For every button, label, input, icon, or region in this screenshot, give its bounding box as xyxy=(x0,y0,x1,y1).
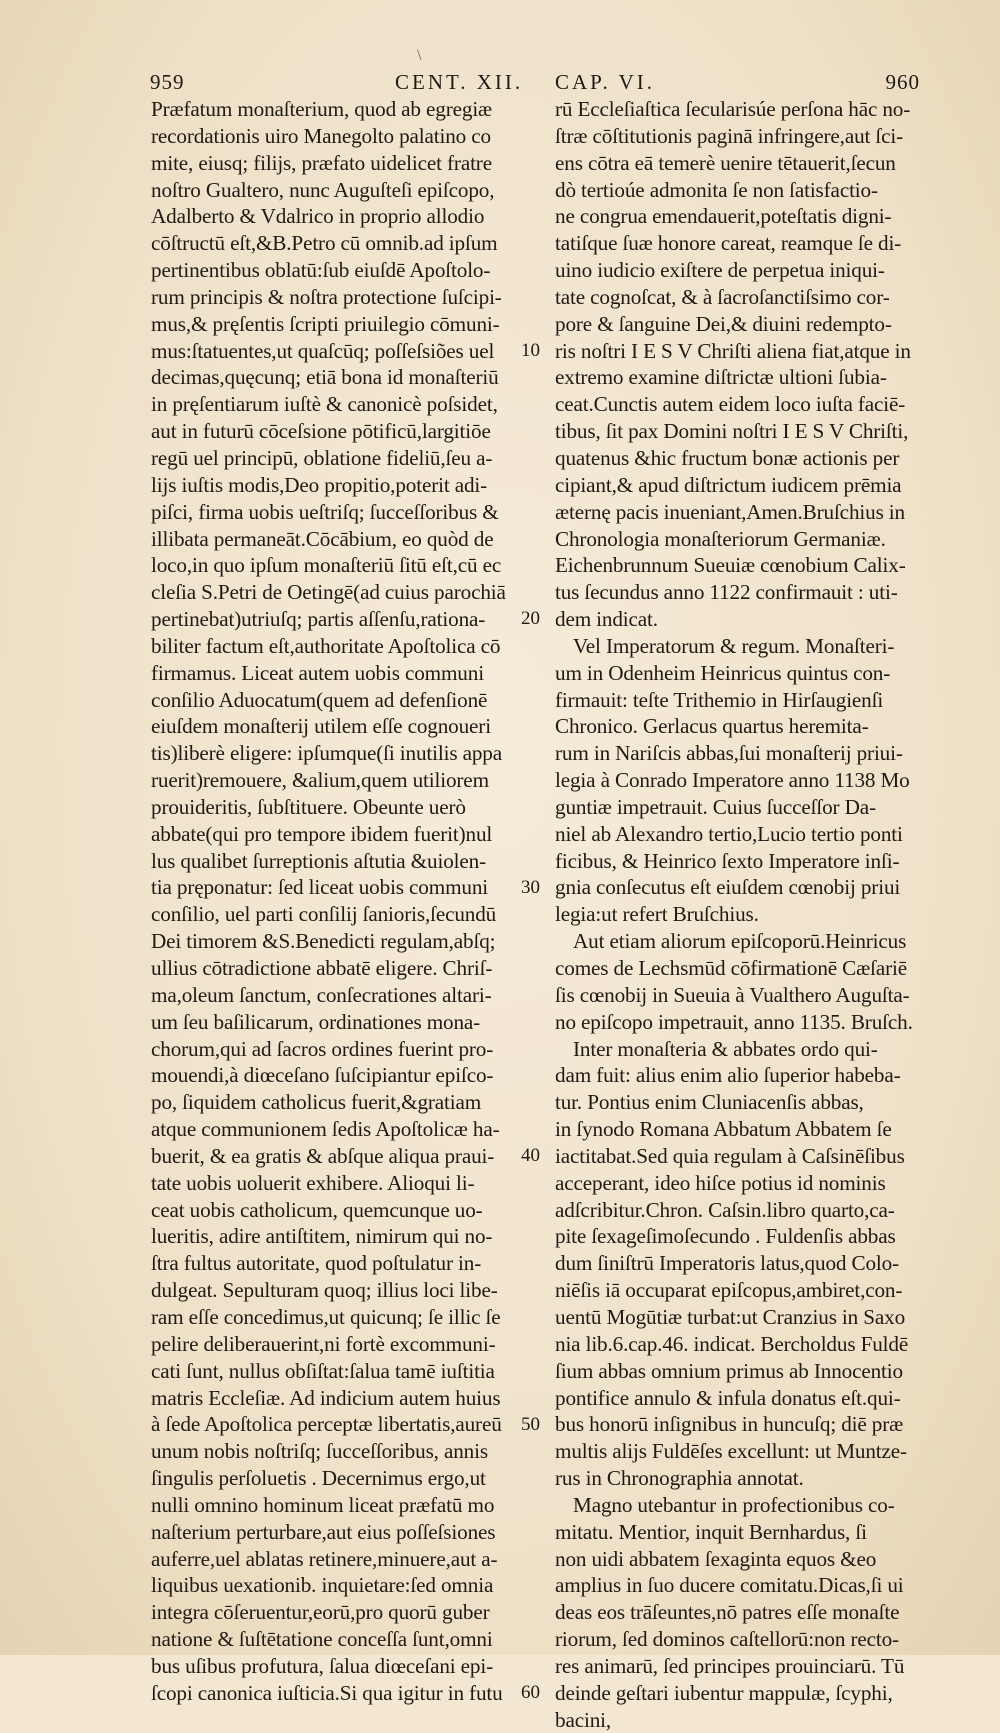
text-line: ceat uobis catholicum, quemcunque uo- xyxy=(151,1197,483,1222)
text-line: mouendi,à diœceſano ſuſcipiantur epiſco- xyxy=(151,1063,494,1088)
text-line: tatiſque ſuæ honore careat, reamque ſe di- xyxy=(555,231,902,256)
text-line: non uidi abbatem ſexaginta equos &eo xyxy=(555,1546,877,1571)
text-line: dum ſiniſtrū Imperatoris latus,quod Colo- xyxy=(555,1251,899,1276)
text-line: buerit, & ea gratis & abſque aliqua praui- xyxy=(151,1143,495,1168)
right-text-column xyxy=(555,96,917,1733)
text-line: unum nobis noſtriſq; ſucceſſoribus, annis xyxy=(151,1439,488,1464)
text-line: Præfatum monaſterium, quod ab egregiæ xyxy=(151,97,493,121)
text-line: acceperant, ideo hiſce potius id nominis xyxy=(555,1170,886,1195)
text-line: ma,oleum ſanctum, conſecrationes altari- xyxy=(151,982,492,1007)
text-line: mus,& pręſentis ſcripti priuilegio cōmuni- xyxy=(151,311,500,336)
text-line: cōſtructū eſt,&B.Petro cū omnib.ad ipſum xyxy=(151,231,498,256)
text-line: ruerit)remouere, &alium,quem utiliorem xyxy=(151,768,489,793)
text-line: iactitabat.Sed quia regulam à Caſsinēſibus xyxy=(555,1143,905,1168)
text-line: no epiſcopo impetrauit, anno 1135. Bruſch. xyxy=(555,1009,913,1034)
text-line: ceat.Cunctis autem eidem loco iuſta faciē- xyxy=(555,392,906,417)
text-line: rum in Nariſcis abbas,ſui monaſterij priui- xyxy=(555,741,903,766)
text-line: ullius cōtradictione abbatē eligere. Chriſ- xyxy=(151,956,493,980)
page-number-left: 959 xyxy=(150,70,185,94)
text-line: Chronologia monaſteriorum Germaniæ. xyxy=(555,526,886,551)
text-line: dam fuit: alius enim alio ſuperior habeba- xyxy=(555,1063,901,1088)
text-line: piſci, firma uobis ueſtriſq; ſucceſſoribus & xyxy=(151,499,499,524)
text-line: gnia conſecutus eſt eiuſdem cœnobij priui xyxy=(555,875,901,900)
text-line: ram eſſe concedimus,ut quicunq; ſe illic ſe xyxy=(151,1304,501,1329)
text-line: firmauit: teſte Trithemio in Hirſaugienſi xyxy=(555,687,884,712)
text-line: um in Odenheim Heinricus quintus con- xyxy=(555,660,891,685)
margin-line-number: 20 xyxy=(521,608,540,630)
century-heading: CENT. XII. xyxy=(395,70,524,94)
text-line: biliter factum eſt,authoritate Apoſtolica cō xyxy=(151,633,501,658)
page-number-right: 960 xyxy=(885,70,920,94)
text-line: Vel Imperatorum & regum. Monaſteri- xyxy=(573,633,895,658)
text-line: dem indicat. xyxy=(555,607,658,632)
text-line: rus in Chronographia annotat. xyxy=(555,1466,804,1491)
text-line: dulgeat. Sepulturam quoq; illius loci libe- xyxy=(151,1278,498,1303)
text-line: amplius in ſuo ducere comitatu.Dicas,ſi ui xyxy=(555,1573,904,1598)
text-line: natione & ſuſtētatione conceſſa ſunt,omni xyxy=(151,1627,493,1652)
text-line: matris Eccleſiæ. Ad indicium autem huius xyxy=(151,1385,501,1410)
text-line: um ſeu baſilicarum, ordinationes mona- xyxy=(151,1009,481,1034)
margin-line-number: 50 xyxy=(521,1413,540,1435)
text-line: ſcopi canonica iuſticia.Si qua igitur in futu xyxy=(151,1680,503,1705)
text-line: conſilio, uel parti conſilij ſanioris,ſecundū xyxy=(151,902,497,927)
text-line: auferre,uel ablatas retinere,minuere,aut a- xyxy=(151,1546,498,1571)
text-line: in pręſentiarum iuſtè & canonicè poſsidet, xyxy=(151,392,498,417)
text-line: ſium abbas omnium primus ab Innocentio xyxy=(555,1358,903,1383)
margin-line-number: 30 xyxy=(521,876,540,898)
text-line: quatenus &hic fructum bonæ actionis per xyxy=(555,445,900,470)
text-line: recordationis uiro Manegolto palatino co xyxy=(151,123,491,148)
text-line: dò tertioúe admonita ſe non ſatisfactio- xyxy=(555,177,878,202)
text-line: chorum,qui ad ſacros ordines fuerint pro- xyxy=(151,1036,494,1061)
text-line: tate cognoſcat, & à ſacroſanctiſsimo cor- xyxy=(555,284,890,309)
text-line: deinde geſtari iubentur mappulæ, ſcyphi, xyxy=(555,1680,893,1705)
text-line: niel ab Alexandro tertio,Lucio tertio ponti xyxy=(555,821,903,846)
text-line: tate uobis uoluerit exhibere. Alioqui li- xyxy=(151,1170,475,1195)
text-line: in ſynodo Romana Abbatum Abbatem ſe xyxy=(555,1117,892,1142)
text-line: eiuſdem monaſterij utilem eſſe cognoueri xyxy=(151,714,491,739)
text-line: cati ſunt, nullus obſiſtat:ſalua tamē iuſtitia xyxy=(151,1358,495,1383)
text-line: rū Eccleſiaſtica ſecularisúe perſona hāc no- xyxy=(555,97,911,121)
text-line: rum principis & noſtra protectione ſuſcipi- xyxy=(151,284,502,309)
text-line: tis)liberè eligere: ipſumque(ſi inutilis appa xyxy=(151,741,502,766)
text-line: tia pręponatur: ſed liceat uobis communi xyxy=(151,875,489,900)
text-line: æternę pacis inueniant,Amen.Bruſchius in xyxy=(555,499,905,524)
text-line: Magno utebantur in profectionibus co- xyxy=(573,1492,895,1517)
text-line: ſtræ cōſtitutionis paginā infringere,aut ſci- xyxy=(555,123,904,148)
text-line: cleſia S.Petri de Oetingē(ad cuius parochiā xyxy=(151,580,506,605)
text-line: aut in futurū cōceſsione pōtificū,largitiōe xyxy=(151,419,491,444)
text-line: pertinebat)utriuſq; partis aſſenſu,rationa- xyxy=(151,607,486,632)
text-line: multis alijs Fuldēſes excellunt: ut Muntze- xyxy=(555,1439,907,1464)
text-line: ne congrua emendauerit,poteſtatis digni- xyxy=(555,204,892,229)
text-line: tus ſecundus anno 1122 confirmauit : uti- xyxy=(555,580,898,605)
text-line: uentū Mogūtiæ turbat:ut Cranzius in Saxo xyxy=(555,1304,906,1329)
margin-line-number: 60 xyxy=(521,1682,540,1704)
text-line: loco,in quo ipſum monaſteriū ſitū eſt,cū ec xyxy=(151,553,502,578)
text-line: extremo examine diſtrictæ ultioni ſubia- xyxy=(555,365,887,390)
text-line: deas eos trāſeuntes,nō patres eſſe monaſte xyxy=(555,1600,900,1625)
text-line: riorum, ſed dominos caſtellorū:non recto- xyxy=(555,1627,899,1652)
chapter-heading: CAP. VI. xyxy=(555,70,656,94)
text-line: Eichenbrunnum Sueuiæ cœnobium Calix- xyxy=(555,553,906,578)
text-line: ficibus, & Heinrico ſexto Imperatore inſi- xyxy=(555,848,900,873)
margin-line-number: 10 xyxy=(521,339,540,361)
text-line: pelire deliberauerint,ni fortè excommuni- xyxy=(151,1331,496,1356)
text-line: bus honorū inſignibus in huncuſq; diē præ xyxy=(555,1412,904,1437)
text-line: cipiant,& apud diſtrictum iudicem prēmia xyxy=(555,472,902,497)
margin-line-number: 40 xyxy=(521,1145,540,1167)
text-line: Aut etiam aliorum epiſcoporū.Heinricus xyxy=(573,929,907,954)
text-line: Chronico. Gerlacus quartus heremita- xyxy=(555,714,869,739)
text-line: nulli omnino hominum liceat præfatū mo xyxy=(151,1492,495,1517)
text-line: bus uſibus profutura, ſalua diœceſani epi- xyxy=(151,1653,494,1678)
text-line: pertinentibus oblatū:ſub eiuſdē Apoſtolo- xyxy=(151,258,491,283)
text-line: liquibus uexationib. inquietare:ſed omnia xyxy=(151,1573,494,1598)
text-line: lueritis, adire antiſtitem, nimirum qui no- xyxy=(151,1224,493,1249)
text-line: ens cōtra eā temerè uenire tētauerit,ſecun xyxy=(555,150,896,175)
text-line: firmamus. Liceat autem uobis communi xyxy=(151,660,484,685)
text-line: res animarū, ſed principes prouinciarū. Tū xyxy=(555,1653,905,1678)
text-line: regū uel principū, oblatione fideliū,ſeu a- xyxy=(151,445,493,470)
text-line: Adalberto & Vdalrico in proprio allodio xyxy=(151,204,485,229)
text-line: tur. Pontius enim Cluniacenſis abbas, xyxy=(555,1090,864,1115)
text-line: legia à Conrado Imperatore anno 1138 Mo xyxy=(555,768,910,793)
text-line: atque communionem ſedis Apoſtolicæ ha- xyxy=(151,1117,500,1142)
text-line: niēſis iā occuparat epiſcopus,ambiret,con- xyxy=(555,1278,903,1303)
text-line: lus qualibet ſurreptionis aſtutia &uiolen- xyxy=(151,848,486,873)
text-line: tibus, ſit pax Domini noſtri I E S V Chriſti, xyxy=(555,419,909,444)
text-line: comes de Lechsmūd cōfirmationē Cæſariē xyxy=(555,956,908,980)
text-line: mus:ſtatuentes,ut quaſcūq; poſſeſsiões uel xyxy=(151,338,495,363)
text-line: ſis cœnobij in Sueuia à Vualthero Auguſta- xyxy=(555,982,910,1007)
text-line: guntiæ impetrauit. Cuius ſucceſſor Da- xyxy=(555,794,876,819)
text-line: ris noſtri I E S V Chriſti aliena fiat,atque in xyxy=(555,338,911,363)
text-line: à ſede Apoſtolica perceptæ libertatis,aureū xyxy=(151,1412,502,1437)
text-line: abbate(qui pro tempore ibidem fuerit)nul xyxy=(151,821,493,846)
text-line: integra cōſeruentur,eorū,pro quorū guber xyxy=(151,1600,490,1625)
text-line: mitatu. Mentior, inquit Bernhardus, ſi xyxy=(555,1519,867,1544)
text-line: uino iudicio exiſtere de perpetua iniqui- xyxy=(555,258,885,283)
text-line: prouideritis, ſubſtituere. Obeunte uerò xyxy=(151,794,466,819)
text-line: lijs iuſtis modis,Deo propitio,poterit adi- xyxy=(151,472,488,497)
text-line: naſterium perturbare,aut eius poſſeſsiones xyxy=(151,1519,496,1544)
text-line: Dei timorem &S.Benedicti regulam,abſq; xyxy=(151,929,496,954)
text-line: ſtra fultus autoritate, quod poſtulatur in- xyxy=(151,1251,482,1276)
text-line: po, ſiquidem catholicus fuerit,&gratiam xyxy=(151,1090,482,1115)
text-line: illibata permaneāt.Cōcābium, eo quòd de xyxy=(151,526,494,551)
text-line: ſingulis perſoluetis . Decernimus ergo,ut xyxy=(151,1466,486,1491)
left-text-column xyxy=(151,96,518,1707)
text-line: pontifice annulo & infula donatus eſt.qui- xyxy=(555,1385,901,1410)
text-line: pite ſexageſimoſecundo . Fuldenſis abbas xyxy=(555,1224,896,1249)
ink-mark: \ xyxy=(417,47,422,64)
text-line: mite, eiusq; filijs, præfato uidelicet fratre xyxy=(151,150,492,175)
text-line: nia lib.6.cap.46. indicat. Bercholdus Fuldē xyxy=(555,1331,909,1356)
text-line: legia:ut refert Bruſchius. xyxy=(555,902,759,927)
text-line: Inter monaſteria & abbates ordo qui- xyxy=(573,1036,878,1061)
text-line: conſilio Aduocatum(quem ad defenſionē xyxy=(151,687,488,712)
text-line: noſtro Gualtero, nunc Auguſteſi epiſcopo, xyxy=(151,177,495,202)
text-line: decimas,quęcunq; etiā bona id monaſteriū xyxy=(151,365,499,390)
text-line: adſcribitur.Chron. Caſsin.libro quarto,ca- xyxy=(555,1197,895,1222)
text-line: bacini, xyxy=(555,1707,612,1732)
text-line: pore & ſanguine Dei,& diuini redempto- xyxy=(555,311,892,336)
